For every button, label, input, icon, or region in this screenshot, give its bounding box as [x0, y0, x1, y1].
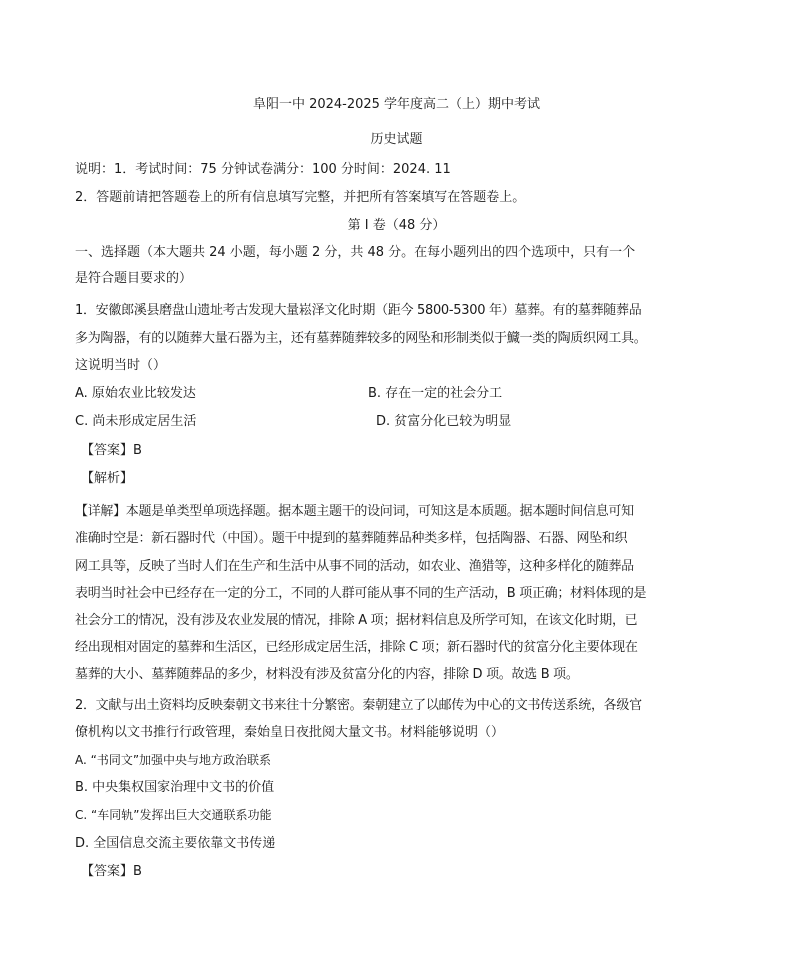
- stem-line: 1．安徽郎溪县磨盘山遗址考古发现大量崧泽文化时期（距今 5800-5300 年）墓葬。有的墓葬随葬品: [75, 303, 642, 318]
- question-1-option-c: C. 尚未形成定居生活: [75, 414, 197, 429]
- detail-line: 网工具等，反映了当时人们在生产和生活中从事不同的活动，如农业、渔猎等，这种多样化的随葬品: [75, 559, 634, 574]
- detail-line: 社会分工的情况，没有涉及农业发展的情况，排除 A 项；据材料信息及所学可知，在该文化时期，已: [75, 613, 638, 628]
- question-2-option-d: D. 全国信息交流主要依靠文书传递: [75, 836, 276, 851]
- question-2-option-c: C. “车同轨”发挥出巨大交通联系功能: [75, 808, 272, 822]
- stem-line: 这说明当时（）: [75, 358, 167, 373]
- question-1-option-d: D. 贫富分化已较为明显: [376, 414, 512, 429]
- page-title: 阜阳一中 2024-2025 学年度高二（上）期中考试: [252, 97, 541, 112]
- stem-line: 僚机构以文书推行行政管理，秦始皇日夜批阅大量文书。材料能够说明（）: [75, 725, 505, 740]
- question-2-option-b: B. 中央集权国家治理中文书的价值: [75, 780, 275, 795]
- detail-line: 墓葬的大小、墓葬随葬品的多少，材料没有涉及贫富分化的内容，排除 D 项。故选 B 项。: [75, 667, 579, 682]
- question-1-analysis-label: 【解析】: [81, 471, 134, 486]
- detail-line: 经出现相对固定的墓葬和生活区，已经形成定居生活，排除 C 项；新石器时代的贫富分化主要体现在: [75, 640, 638, 655]
- volume-heading: 第 I 卷（48 分）: [347, 218, 446, 233]
- detail-line: 【详解】本题是单类型单项选择题。据本题主题干的设问词，可知这是本质题。据本题时间信息可知: [75, 504, 634, 519]
- detail-line: 准确时空是：新石器时代（中国）。题干中提到的墓葬随葬品种类多样，包括陶器、石器、网坠和织: [75, 531, 628, 546]
- stem-line: 2．文献与出土资料均反映秦朝文书来往十分繁密。秦朝建立了以邮传为中心的文书传送系统，各级官: [75, 698, 642, 713]
- question-2-answer: 【答案】B: [81, 864, 142, 879]
- question-1-option-a: A. 原始农业比较发达: [75, 386, 196, 401]
- question-1-answer: 【答案】B: [81, 443, 142, 458]
- question-1-option-b: B. 存在一定的社会分工: [368, 386, 503, 401]
- question-2-option-a: A. “书同文”加强中央与地方政治联系: [75, 753, 272, 767]
- section-heading-2: 是符合题目要求的）: [75, 271, 193, 286]
- detail-line: 表明当时社会中已经存在一定的分工，不同的人群可能从事不同的生产活动，B 项正确；材料体现的是: [75, 586, 647, 601]
- section-heading-1: 一、选择题（本大题共 24 小题，每小题 2 分，共 48 分。在每小题列出的四个选项中，只有一个: [75, 245, 636, 260]
- stem-line: 多为陶器，有的以随葬大量石器为主，还有墓葬随葬较多的网坠和形制类似于鱵一类的陶质织网工具。: [75, 331, 647, 346]
- exam-note-1: 说明：1．考试时间：75 分钟试卷满分：100 分时间：2024. 11: [75, 162, 451, 177]
- page-subtitle: 历史试题: [370, 132, 423, 147]
- exam-note-2: 2．答题前请把答题卷上的所有信息填写完整，并把所有答案填写在答题卷上。: [75, 190, 526, 205]
